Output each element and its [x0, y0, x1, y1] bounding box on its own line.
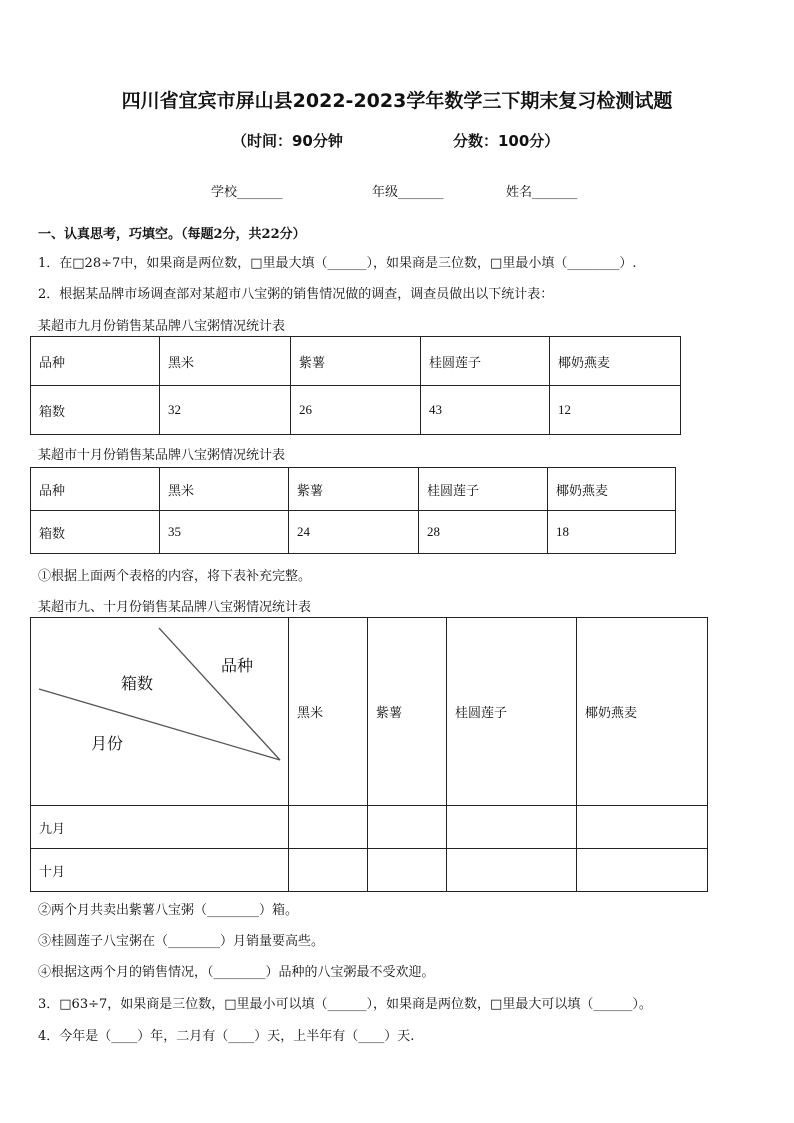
value-cell: 12	[550, 386, 681, 435]
diag-label-boxes: 箱数	[121, 674, 154, 693]
blank-cell[interactable]	[368, 806, 447, 849]
blank-cell[interactable]	[577, 849, 708, 892]
value-cell: 32	[160, 386, 291, 435]
row-label: 十月	[31, 849, 289, 892]
header-cell: 黑米	[160, 337, 291, 386]
school-field: 学校_______	[211, 185, 283, 200]
question-3: 3．□63÷7，如果商是三位数，□里最小可以填（______），如果商是两位数，□里最大可以填（______）。	[38, 997, 652, 1012]
exam-time: （时间：90分钟	[232, 132, 343, 150]
diag-label-month: 月份	[91, 734, 124, 753]
row-label: 箱数	[31, 386, 160, 435]
blank-cell[interactable]	[447, 806, 577, 849]
value-cell: 18	[548, 511, 676, 554]
sub-question-1: ①根据上面两个表格的内容，将下表补充完整。	[38, 569, 312, 584]
header-cell: 紫薯	[289, 468, 419, 511]
page-title: 四川省宜宾市屏山县2022-2023学年数学三下期末复习检测试题	[121, 90, 673, 112]
sub-question-3: ③桂圆莲子八宝粥在（________）月销量要高些。	[38, 934, 325, 949]
row-label: 九月	[31, 806, 289, 849]
diag-label-variety: 品种	[221, 656, 254, 675]
diagonal-lines	[31, 618, 288, 805]
section-heading: 一、认真思考，巧填空。（每题2分，共22分）	[38, 227, 306, 242]
sub-question-4: ④根据这两个月的销售情况，（________）品种的八宝粥最不受欢迎。	[38, 965, 435, 980]
september-table	[30, 336, 681, 435]
header-cell: 黑米	[289, 618, 368, 806]
header-cell: 紫薯	[291, 337, 421, 386]
header-cell: 椰奶燕麦	[550, 337, 681, 386]
header-cell: 桂圆莲子	[421, 337, 550, 386]
table2-caption: 某超市十月份销售某品牌八宝粥情况统计表	[38, 448, 286, 463]
row-label: 箱数	[31, 511, 160, 554]
blank-cell[interactable]	[368, 849, 447, 892]
header-cell: 椰奶燕麦	[548, 468, 676, 511]
blank-cell[interactable]	[447, 849, 577, 892]
value-cell: 35	[160, 511, 289, 554]
question-2: 2．根据某品牌市场调查部对某超市八宝粥的销售情况做的调查，调查员做出以下统计表：	[38, 287, 554, 302]
header-cell: 椰奶燕麦	[577, 618, 708, 806]
header-cell: 桂圆莲子	[419, 468, 548, 511]
combined-table	[30, 617, 708, 892]
value-cell: 28	[419, 511, 548, 554]
blank-cell[interactable]	[289, 849, 368, 892]
october-table	[30, 467, 676, 554]
value-cell: 26	[291, 386, 421, 435]
question-4: 4．今年是（____）年，二月有（____）天，上半年有（____）天.	[38, 1029, 415, 1044]
sub-question-2: ②两个月共卖出紫薯八宝粥（________）箱。	[38, 903, 299, 918]
diagonal-header-cell	[31, 618, 289, 806]
table3-caption: 某超市九、十月份销售某品牌八宝粥情况统计表	[38, 600, 312, 615]
blank-cell[interactable]	[289, 806, 368, 849]
question-1: 1．在□28÷7中，如果商是两位数，□里最大填（______），如果商是三位数，□里最小填（________）.	[38, 256, 637, 271]
header-cell: 黑米	[160, 468, 289, 511]
grade-field: 年级_______	[372, 185, 444, 200]
header-cell: 桂圆莲子	[447, 618, 577, 806]
name-field: 姓名_______	[506, 185, 578, 200]
table1-caption: 某超市九月份销售某品牌八宝粥情况统计表	[38, 319, 286, 334]
exam-score: 分数：100分）	[453, 132, 560, 150]
blank-cell[interactable]	[577, 806, 708, 849]
value-cell: 24	[289, 511, 419, 554]
header-cell: 品种	[31, 337, 160, 386]
value-cell: 43	[421, 386, 550, 435]
header-cell: 紫薯	[368, 618, 447, 806]
header-cell: 品种	[31, 468, 160, 511]
